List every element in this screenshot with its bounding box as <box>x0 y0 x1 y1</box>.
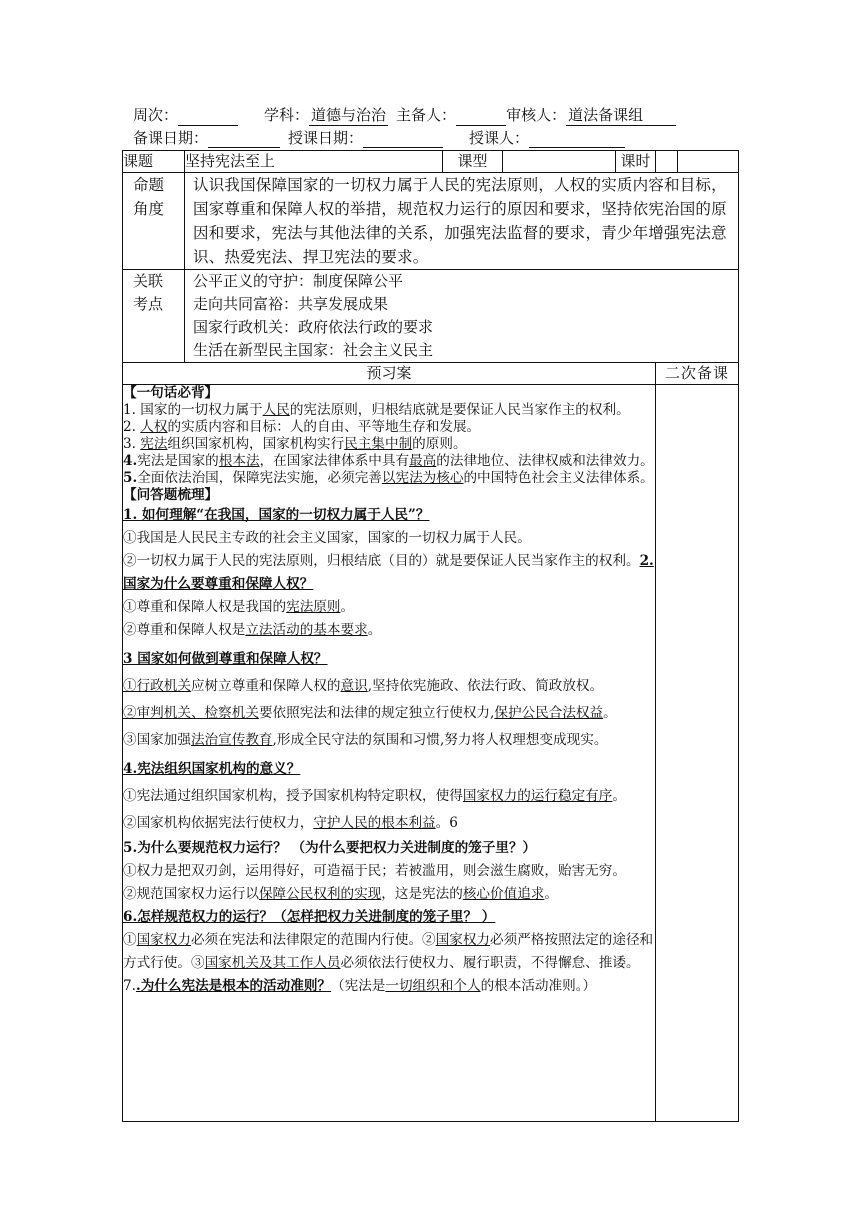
second-prep-header: 二次备课 <box>656 363 739 385</box>
prep-date-blank <box>208 131 280 148</box>
hours-extra <box>678 151 739 173</box>
question-3: 3 国家如何做到尊重和保障人权？ <box>123 651 328 667</box>
lesson-plan-table <box>122 150 739 1122</box>
week-blank <box>178 109 238 126</box>
preparer-blank <box>456 109 506 126</box>
answer: ②审判机关、检察机关要依照宪法和法律的规定独立行使权力,保护公民合法权益。 <box>123 705 617 721</box>
preview-header: 预习案 <box>123 363 656 385</box>
type-value <box>503 151 616 173</box>
related-list <box>185 270 739 363</box>
content-row <box>123 385 739 1122</box>
section-title: 【问答题梳理】 <box>123 487 219 503</box>
hours-label: 课时 <box>616 151 656 173</box>
week-label: 周次： <box>133 106 179 124</box>
angle-row <box>123 173 739 270</box>
angle-text: 认识我国保障国家的一切权力属于人民的宪法原则，人权的实质内容和目标，国家尊重和保障人权的举措，规范权力运行的原因和要求，坚持依宪治国的原因和要求，宪法与其他法律的关系，加强宪法监督的要求，青少年增强宪法意识、热爱宪法、捍卫宪法的要求。 <box>185 173 739 270</box>
answer: ①权力是把双刃剑，运用得好，可造福于民；若被滥用，则会滋生腐败，贻害无穷。 <box>123 863 626 879</box>
reviewer-label: 审核人： <box>506 106 567 124</box>
topic-label: 课题 <box>123 151 185 173</box>
memorize-item-1: 1. 国家的一切权力属于人民的宪法原则，归根结底就是要保证人民当家作主的权利。 <box>123 402 630 418</box>
answer: ①尊重和保障人权是我国的宪法原则。 <box>123 599 355 615</box>
header-row-1 <box>133 105 676 126</box>
question-1: 1. 如何理解“在我国，国家的一切权力属于人民”？ <box>123 507 430 523</box>
memorize-item-3: 3. 宪法组织国家机构，国家机构实行民主集中制的原则。 <box>123 436 467 452</box>
related-row <box>123 270 739 363</box>
reviewer-value: 道法备课组 <box>566 105 676 126</box>
question-5: 5.为什么要规范权力运行？ （为什么要把权力关进制度的笼子里？） <box>123 840 537 856</box>
answer: ②规范国家权力运行以保障公民权利的实现，这是宪法的核心价值追求。 <box>123 886 558 902</box>
second-prep-content <box>656 385 739 1122</box>
answer: ③国家加强法治宣传教育,形成全民守法的氛围和习惯,努力将人权理想变成现实。 <box>123 732 608 748</box>
answer: ②尊重和保障人权是立法活动的基本要求。 <box>123 622 382 638</box>
header-row-2 <box>133 128 625 148</box>
section-title: 【一句话必背】 <box>123 385 219 401</box>
qa-block <box>123 504 655 998</box>
angle-label-line-2: 角度 <box>133 200 165 218</box>
prep-date-label: 备课日期： <box>133 129 209 147</box>
related-label-line-2: 考点 <box>133 295 164 313</box>
question-4: 4.宪法组织国家机构的意义？ <box>123 761 301 777</box>
teach-date-blank <box>363 131 443 148</box>
subject-value: 道德与治治 <box>311 106 387 124</box>
angle-label <box>123 173 185 270</box>
related-label-line-1: 关联 <box>133 272 164 290</box>
teacher-blank <box>529 131 625 148</box>
topic-row <box>123 151 739 173</box>
question-6: 6.怎样规范权力的运行？（怎样把权力关进制度的笼子里？ ） <box>123 909 496 925</box>
section-header-row <box>123 363 739 385</box>
related-item: 国家行政机关：政府依法行政的要求 <box>193 318 434 336</box>
related-item: 生活在新型民主国家：社会主义民主 <box>193 341 434 359</box>
question-2: 2.国家为什么要尊重和保障人权？ <box>123 553 654 592</box>
question-7: .为什么宪法是根本的活动准则？ <box>135 978 332 994</box>
answer: ①我国是人民民主专政的社会主义国家，国家的一切权力属于人民。 <box>123 530 531 546</box>
answer: ①国家权力必须在宪法和法律限定的范围内行使。②国家权力必须严格按照法定的途径和方式行使。③国家机关及其工作人员必须依法行使权力、履行职责，不得懈怠、推诿。7..为什么宪法是根本的活动准则？（宪法是一切组织和个人的根本活动准则。） <box>123 932 654 994</box>
memorize-item-4: 4.宪法是国家的根本法，在国家法律体系中具有最高的法律地位、法律权威和法律效力。5.全面依法治国，保障宪法实施，必须完善以宪法为核心的中国特色社会主义法律体系。 <box>123 453 654 486</box>
related-label <box>123 270 185 363</box>
related-item: 公平正义的守护：制度保障公平 <box>193 272 404 290</box>
topic-value: 坚持宪法至上 <box>185 151 443 173</box>
angle-label-line-1: 命题 <box>133 176 165 194</box>
answer: ①宪法通过组织国家机构，授予国家机构特定职权，使得国家权力的运行稳定有序。 <box>123 788 626 804</box>
answer: ②一切权力属于人民的宪法原则，归根结底（目的）就是要保证人民当家作主的权利。2.国家为什么要尊重和保障人权？ <box>123 553 654 592</box>
preview-content <box>123 385 656 1122</box>
answer: ①行政机关应树立尊重和保障人权的意识,坚持依宪施政、依法行政、简政放权。 <box>123 678 604 694</box>
memorize-item-2: 2. 人权的实质内容和目标：人的自由、平等地生存和发展。 <box>123 419 481 435</box>
teach-date-label: 授课日期： <box>288 129 364 147</box>
subject-label: 学科： <box>264 106 310 124</box>
related-item: 走向共同富裕：共享发展成果 <box>193 295 389 313</box>
answer: ②国家机构依据宪法行使权力，守护人民的根本利益。6 <box>123 815 458 831</box>
preparer-label: 主备人： <box>396 106 457 124</box>
type-label: 课型 <box>443 151 503 173</box>
teacher-label: 授课人： <box>469 129 530 147</box>
hours-value <box>656 151 678 173</box>
